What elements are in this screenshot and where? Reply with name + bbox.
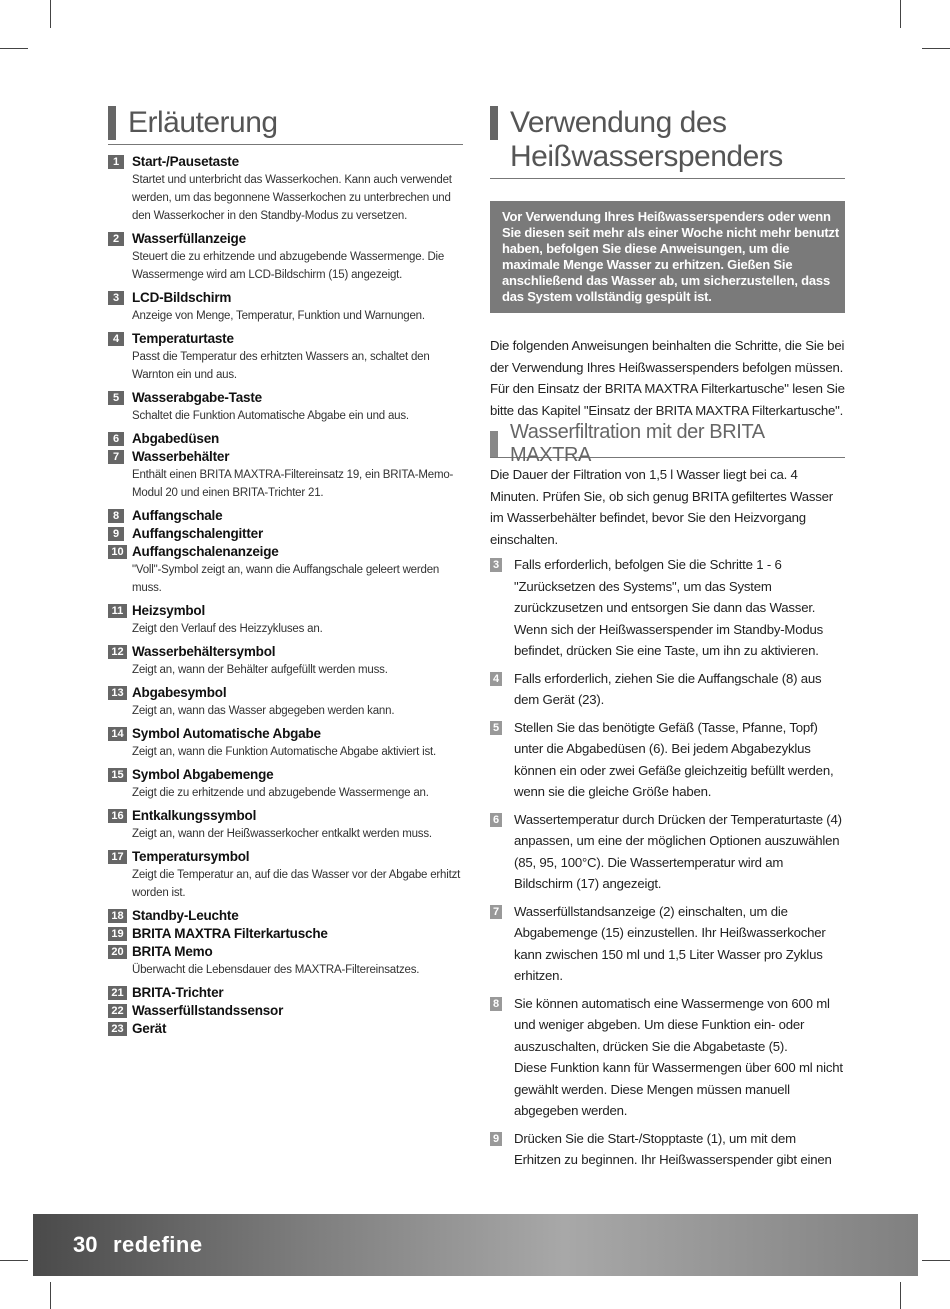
item-title: Gerät: [132, 1021, 167, 1036]
item-number: 3: [108, 291, 124, 305]
crop-mark: [0, 1260, 28, 1261]
item-title: Entkalkungssymbol: [132, 808, 257, 823]
legend-list: [108, 153, 463, 1038]
crop-mark: [0, 48, 28, 49]
legend-title: Erläuterung: [128, 106, 278, 139]
legend-item: [108, 848, 463, 902]
legend-heading: [108, 106, 463, 145]
legend-item: [108, 448, 463, 502]
item-number: 22: [108, 1004, 127, 1018]
item-number: 4: [108, 332, 124, 346]
legend-item: [108, 766, 463, 802]
step-text: Wasserfüllstandsanzeige (2) einschalten, um die Abgabemenge (15) einzustellen. Ihr Heißwasserkocher kann zwischen 150 ml und 1,5 Liter Wasser pro Zyklus erhitzen.: [514, 903, 826, 983]
step-number: 9: [490, 1132, 502, 1146]
item-number: 1: [108, 155, 124, 169]
item-title: BRITA-Trichter: [132, 985, 224, 1000]
legend-item: [108, 153, 463, 225]
item-title: Symbol Automatische Abgabe: [132, 726, 321, 741]
item-title: Wasserfüllanzeige: [132, 231, 246, 246]
usage-title-line2: Heißwasserspenders: [510, 140, 783, 173]
item-number: 18: [108, 909, 127, 923]
legend-item: [108, 602, 463, 638]
item-title: Temperaturtaste: [132, 331, 234, 346]
legend-item: [108, 684, 463, 720]
legend-item: [108, 525, 463, 543]
legend-item: [108, 289, 463, 325]
item-description: Zeigt an, wann das Wasser abgegeben werden kann.: [132, 705, 395, 717]
heading-bar: [108, 106, 116, 140]
crop-mark: [922, 48, 950, 49]
step-number: 3: [490, 558, 502, 572]
legend-item: [108, 807, 463, 843]
item-number: 7: [108, 450, 124, 464]
item-title: Standby-Leuchte: [132, 908, 239, 923]
step-item: [490, 901, 845, 987]
step-item: [490, 554, 845, 662]
filtration-paragraph: Die Dauer der Filtration von 1,5 l Wasser liegt bei ca. 4 Minuten. Prüfen Sie, ob sich genug BRITA gefiltertes Wasser im Wasserbehälter befindet, bevor Sie den Heizvorgang einschalten.: [490, 467, 833, 547]
item-description: Enthält einen BRITA MAXTRA-Filtereinsatz 19, ein BRITA-Memo-Modul 20 und einen BRITA-Trichter 21.: [132, 469, 454, 499]
item-number: 12: [108, 645, 127, 659]
item-description: Passt die Temperatur des erhitzten Wassers an, schaltet den Warnton ein und aus.: [132, 351, 430, 381]
item-description: Überwacht die Lebensdauer des MAXTRA-Filtereinsatzes.: [132, 964, 420, 976]
legend-item: [108, 543, 463, 597]
crop-mark: [50, 1282, 51, 1309]
item-title: Abgabedüsen: [132, 431, 220, 446]
legend-item: [108, 507, 463, 525]
steps-list: [490, 554, 845, 1171]
heading-bar: [490, 106, 498, 140]
item-title: LCD-Bildschirm: [132, 290, 232, 305]
legend-item: [108, 1002, 463, 1020]
item-number: 9: [108, 527, 124, 541]
item-title: BRITA Memo: [132, 944, 213, 959]
item-number: 2: [108, 232, 124, 246]
item-number: 14: [108, 727, 127, 741]
item-title: Wasserabgabe-Taste: [132, 390, 262, 405]
step-item: [490, 717, 845, 803]
crop-mark: [50, 0, 51, 28]
item-description: Steuert die zu erhitzende und abzugebende Wassermenge. Die Wassermenge wird am LCD-Bildschirm (15) angezeigt.: [132, 251, 445, 281]
step-number: 6: [490, 813, 502, 827]
item-description: Anzeige von Menge, Temperatur, Funktion und Warnungen.: [132, 310, 425, 322]
step-number: 4: [490, 672, 502, 686]
legend-item: [108, 230, 463, 284]
item-number: 13: [108, 686, 127, 700]
step-text: Falls erforderlich, befolgen Sie die Schritte 1 - 6 "Zurücksetzen des Systems", um das System zurückzusetzen und entsorgen Sie dann das Wasser. Wenn sich der Heißwasserspender im Standby-Modus befindet, drücken Sie eine Taste, um ihn zu aktivieren.: [514, 557, 823, 658]
usage-title-line1: Verwendung des: [510, 106, 727, 139]
item-title: Abgabesymbol: [132, 685, 227, 700]
item-description: Zeigt an, wann der Behälter aufgefüllt werden muss.: [132, 664, 388, 676]
step-text: Falls erforderlich, ziehen Sie die Auffangschale (8) aus dem Gerät (23).: [514, 670, 822, 707]
item-description: Zeigt an, wann der Heißwasserkocher entkalkt werden muss.: [132, 828, 432, 840]
item-title: BRITA MAXTRA Filterkartusche: [132, 926, 328, 941]
item-number: 20: [108, 945, 127, 959]
item-number: 21: [108, 986, 127, 1000]
warning-callout: Vor Verwendung Ihres Heißwasserspenders oder wenn Sie diesen seit mehr als einer Woche nicht mehr benutzt haben, befolgen Sie diese Anweisungen, um die maximale Menge Wasser zu erhitzen. Gießen Sie anschließend das Wasser ab, um sicherzustellen, dass das System vollständig gespült ist.: [490, 201, 845, 313]
item-number: 5: [108, 391, 124, 405]
item-title: Wasserbehältersymbol: [132, 644, 276, 659]
step-text: Drücken Sie die Start-/Stopptaste (1), um mit dem Erhitzen zu beginnen. Ihr Heißwasserspender gibt einen: [514, 1130, 832, 1167]
item-number: 8: [108, 509, 124, 523]
item-description: Startet und unterbricht das Wasserkochen. Kann auch verwendet werden, um das begonnene Wasserkochen zu unterbrechen und den Wasserkocher in den Standby-Modus zu versetzen.: [132, 174, 452, 222]
legend-item: [108, 389, 463, 425]
item-title: Symbol Abgabemenge: [132, 767, 274, 782]
item-title: Temperatursymbol: [132, 849, 250, 864]
filtration-subtitle: Wasserfiltration mit der BRITA MAXTRA: [510, 421, 764, 466]
legend-column: [108, 106, 463, 1038]
step-number: 7: [490, 905, 502, 919]
item-description: Zeigt an, wann die Funktion Automatische Abgabe aktiviert ist.: [132, 746, 437, 758]
crop-mark: [900, 1282, 901, 1309]
step-item: [490, 668, 845, 711]
item-title: Wasserbehälter: [132, 449, 230, 464]
step-text: Wassertemperatur durch Drücken der Temperaturtaste (4) anpassen, um eine der möglichen Optionen auszuwählen (85, 95, 100°C). Die Wassertemperatur wird am Bildschirm (17) angezeigt.: [514, 811, 842, 891]
legend-item: [108, 430, 463, 448]
legend-item: [108, 925, 463, 943]
step-item: [490, 1128, 845, 1171]
brand-logo: redefine: [113, 1232, 203, 1257]
legend-item: [108, 984, 463, 1002]
step-item: [490, 809, 845, 895]
page-number: 30: [73, 1232, 98, 1257]
item-description: "Voll"-Symbol zeigt an, wann die Auffangschale geleert werden muss.: [132, 564, 440, 594]
step-number: 5: [490, 721, 502, 735]
item-description: Zeigt die Temperatur an, auf die das Wasser vor der Abgabe erhitzt worden ist.: [132, 869, 461, 899]
item-title: Start-/Pausetaste: [132, 154, 239, 169]
legend-item: [108, 1020, 463, 1038]
usage-column: [490, 106, 845, 1177]
step-text: Sie können automatisch eine Wassermenge von 600 ml und weniger abgeben. Um diese Funktion ein- oder auszuschalten, drücken Sie die Abgabetaste (5). Diese Funktion kann für Wassermengen über 600 ml nicht gewählt werden. Diese Mengen müssen manuell abgegeben werden.: [514, 995, 843, 1118]
crop-mark: [922, 1260, 950, 1261]
subheading-bar: [490, 431, 498, 457]
item-title: Auffangschalenanzeige: [132, 544, 279, 559]
step-text: Stellen Sie das benötigte Gefäß (Tasse, Pfanne, Topf) unter die Abgabedüsen (6). Bei jedem Abgabezyklus können ein oder zwei Gefäße gleichzeitig befüllt werden, wenn sie die gleiche Größe haben.: [514, 719, 834, 799]
item-title: Auffangschalengitter: [132, 526, 264, 541]
item-number: 6: [108, 432, 124, 446]
item-number: 11: [108, 604, 127, 618]
page-footer: [33, 1214, 918, 1276]
item-number: 16: [108, 809, 127, 823]
intro-paragraph: Die folgenden Anweisungen beinhalten die Schritte, die Sie bei der Verwendung Ihres Heißwasserspenders befolgen müssen. Für den Einsatz der BRITA MAXTRA Filterkartusche" lesen Sie bitte das Kapitel "Einsatz der BRITA MAXTRA Filterkartusche".: [490, 338, 845, 418]
item-number: 15: [108, 768, 127, 782]
item-title: Wasserfüllstandssensor: [132, 1003, 284, 1018]
item-description: Schaltet die Funktion Automatische Abgabe ein und aus.: [132, 410, 409, 422]
item-number: 19: [108, 927, 127, 941]
legend-item: [108, 943, 463, 979]
legend-item: [108, 330, 463, 384]
legend-item: [108, 725, 463, 761]
item-description: Zeigt die zu erhitzende und abzugebende Wassermenge an.: [132, 787, 429, 799]
item-title: Heizsymbol: [132, 603, 206, 618]
filtration-subheading: [490, 421, 845, 466]
legend-item: [108, 907, 463, 925]
step-item: [490, 993, 845, 1122]
crop-mark: [900, 0, 901, 28]
legend-item: [108, 643, 463, 679]
item-number: 10: [108, 545, 127, 559]
step-number: 8: [490, 997, 502, 1011]
item-title: Auffangschale: [132, 508, 223, 523]
item-description: Zeigt den Verlauf des Heizzykluses an.: [132, 623, 323, 635]
item-number: 17: [108, 850, 127, 864]
item-number: 23: [108, 1022, 127, 1036]
usage-heading: [490, 106, 845, 179]
